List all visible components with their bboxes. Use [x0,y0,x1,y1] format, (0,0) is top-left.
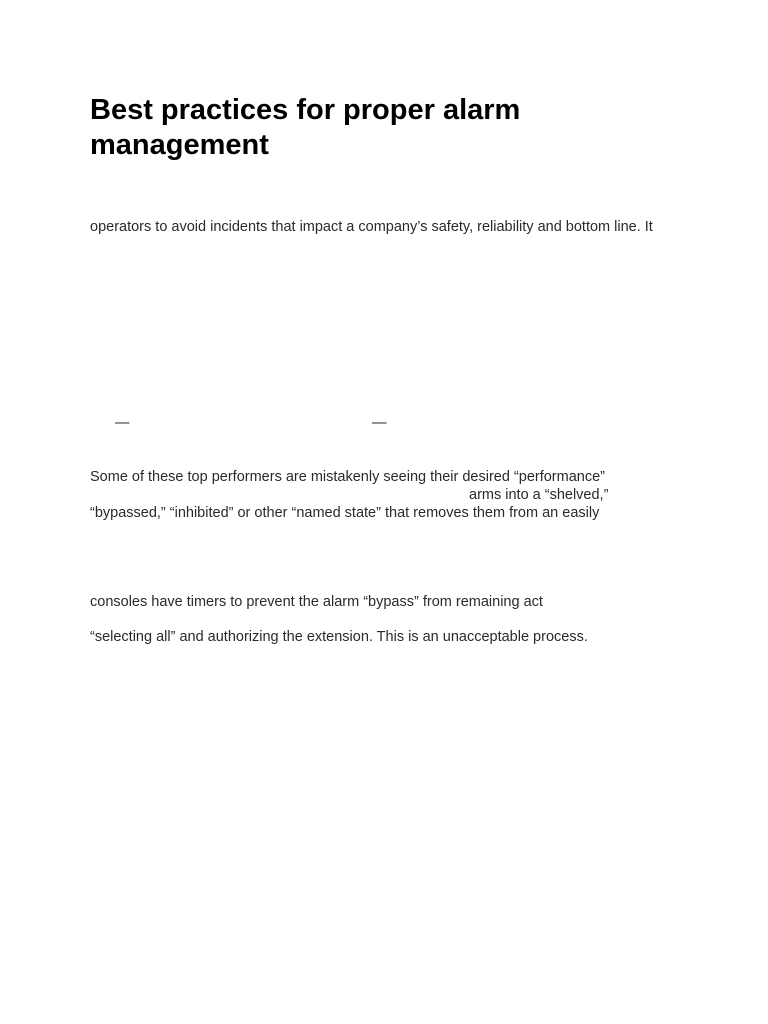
body-text-line: “selecting all” and authorizing the extension. This is an unacceptable process. [90,629,588,645]
em-dash-fragment: — [115,415,130,431]
body-text-line: operators to avoid incidents that impact a company’s safety, reliability and bottom line. It [90,219,653,235]
body-text-line: “bypassed,” “inhibited” or other “named state” that removes them from an easily [90,505,600,521]
em-dash-fragment: — [372,415,387,431]
body-text-line: arms into a “shelved,” [469,487,609,503]
page-title: Best practices for proper alarm management [90,94,521,161]
body-text-line: Some of these top performers are mistakenly seeing their desired “performance” [90,469,605,485]
body-text-line: consoles have timers to prevent the alarm “bypass” from remaining act [90,594,543,610]
